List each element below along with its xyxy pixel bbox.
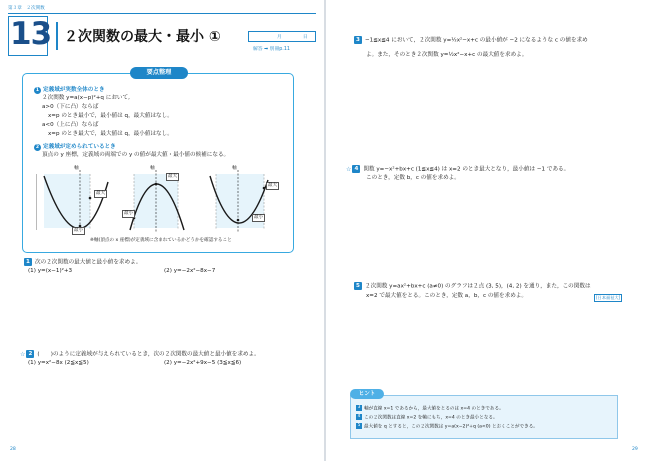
problem2-text: ( )のように定義域が与えられているとき，次の２次関数の最大値と最小値を求めよ。 bbox=[37, 351, 260, 358]
problem3-text1: −1≦x≦4 において，２次関数 y=½x²−x+c の最小値が −2 になるような c の値を求め bbox=[365, 37, 588, 44]
hint4 bbox=[356, 414, 498, 422]
right-page bbox=[326, 0, 650, 461]
problem4-line2: このとき，定数 b，c の値を求めよ。 bbox=[366, 175, 460, 181]
left-page bbox=[0, 0, 324, 461]
parabola-graphs bbox=[36, 168, 286, 234]
answer-reference: 解答 ➡ 別冊p.11 bbox=[253, 47, 290, 52]
graph2-max-point bbox=[155, 183, 158, 186]
hint3 bbox=[356, 405, 504, 413]
problem1-text: 次の２次関数の最大値と最小値を求めよ。 bbox=[35, 259, 142, 266]
problem1-part1: (1) y=(x−1)²+3 bbox=[28, 268, 73, 274]
problem1-badge: 1 bbox=[24, 258, 32, 266]
header-rule bbox=[8, 13, 316, 14]
hint3-badge: 3 bbox=[357, 405, 361, 410]
problem2-badge: 2 bbox=[26, 350, 34, 358]
problem1-prompt bbox=[24, 258, 141, 267]
problem2-prompt bbox=[20, 350, 260, 359]
point1-line5: x=p のとき最大で，最大値は q，最小値はなし。 bbox=[48, 131, 173, 137]
right-page-number: 29 bbox=[632, 447, 638, 452]
graph1-max-label: 最大 bbox=[96, 191, 106, 196]
graph1-axis-label: 軸 bbox=[74, 166, 79, 171]
graph3-min-label: 最小 bbox=[254, 215, 264, 220]
hint-tab: ヒント bbox=[350, 389, 384, 399]
graph-note: ※軸(頂点の x 座標)が定義域に含まれているかどうかを確認すること bbox=[90, 238, 232, 243]
summary-tab: 要点整理 bbox=[130, 67, 188, 79]
point1-heading-text: 定義域が実数全体のとき bbox=[43, 87, 105, 93]
problem3-line2: よ。また，そのとき２次関数 y=½x²−x+c の最大値を求めよ。 bbox=[366, 52, 528, 58]
problem2-part2: (2) y=−2x²+9x−5 (3≦x≦6) bbox=[164, 360, 242, 366]
graph3-max-point bbox=[263, 187, 266, 190]
lesson-number: 13 bbox=[10, 16, 52, 52]
chapter-label: 第３章 ２次関数 bbox=[8, 6, 45, 11]
graph2-min-label: 最小 bbox=[124, 211, 134, 216]
point2-number: 2 bbox=[35, 145, 40, 150]
problem3-line1 bbox=[354, 36, 588, 45]
page-title: ２次関数の最大・最小 ① bbox=[64, 29, 221, 45]
point1-number: 1 bbox=[35, 88, 40, 93]
problem4-text1: 関数 y=−x²+bx+c (1≦x≦4) は x=2 のとき最大となり，最小値は −1 である。 bbox=[363, 166, 570, 173]
hint5-text: 最大値を q とすると，この２次関数は y=a(x−2)²+q (a<0) とおくことができる。 bbox=[364, 424, 538, 430]
hint3-text: 軸が直線 x=1 であるから，最大値をとるのは x=4 のときである。 bbox=[364, 406, 504, 412]
point2-heading bbox=[34, 142, 116, 151]
problem4-line1 bbox=[346, 165, 569, 174]
problem5-line1 bbox=[354, 282, 591, 291]
graph1-max-point bbox=[89, 197, 92, 200]
date-box bbox=[248, 31, 316, 42]
problem4-badge: 4 bbox=[352, 165, 360, 173]
graph3-min-point bbox=[237, 219, 240, 222]
title-divider bbox=[56, 22, 58, 50]
problem5-source: [日本福祉大] bbox=[596, 295, 621, 300]
problem2-part1: (1) y=x²−8x (2≦x≦5) bbox=[28, 360, 89, 366]
point2-heading-text: 定義域が定められているとき bbox=[43, 144, 116, 150]
point1-line2: a>0（下に凸）ならば bbox=[42, 104, 99, 110]
problem5-line2: x=2 で最大値をとる。このとき，定数 a，b，c の値を求めよ。 bbox=[366, 293, 527, 299]
graph2-axis-label: 軸 bbox=[150, 166, 155, 171]
hint4-badge: 4 bbox=[357, 414, 361, 419]
point2-line1: 頂点の y 座標，定義域の両端での y の値が最大値・最小値の候補になる。 bbox=[42, 152, 230, 158]
point1-line4: a<0（上に凸）ならば bbox=[42, 122, 99, 128]
left-page-number: 28 bbox=[10, 447, 16, 452]
hint5-badge: 5 bbox=[357, 423, 361, 428]
graph1-domain-shade bbox=[44, 174, 90, 228]
graph3-axis-label: 軸 bbox=[232, 166, 237, 171]
date-month-label: 月 bbox=[277, 35, 282, 40]
graph1-min-label: 最小 bbox=[74, 228, 84, 233]
hint4-text: この２次関数は直線 x=2 を軸にもち，x=4 のとき最小となる。 bbox=[364, 415, 498, 421]
problem4-star-icon: ☆ bbox=[346, 165, 352, 173]
date-day-label: 日 bbox=[303, 35, 308, 40]
hint5 bbox=[356, 423, 538, 431]
point1-heading bbox=[34, 85, 105, 94]
problem1-part2: (2) y=−2x²−8x−7 bbox=[164, 268, 216, 274]
graph2-max-label: 最大 bbox=[168, 174, 178, 179]
point1-line1: ２次関数 y=a(x−p)²+q において, bbox=[42, 95, 130, 101]
problem3-badge: 3 bbox=[354, 36, 362, 44]
point1-line3: x=p のとき最小で，最小値は q，最大値はなし。 bbox=[48, 113, 173, 119]
problem5-badge: 5 bbox=[354, 282, 362, 290]
problem2-star-icon: ☆ bbox=[20, 350, 26, 358]
problem5-text1: ２次関数 y=ax²+bx+c (a≠0) のグラフは２点 (3, 5)，(4, 2) を通り，また，この関数は bbox=[365, 283, 591, 290]
graph3-max-label: 最大 bbox=[268, 183, 278, 188]
